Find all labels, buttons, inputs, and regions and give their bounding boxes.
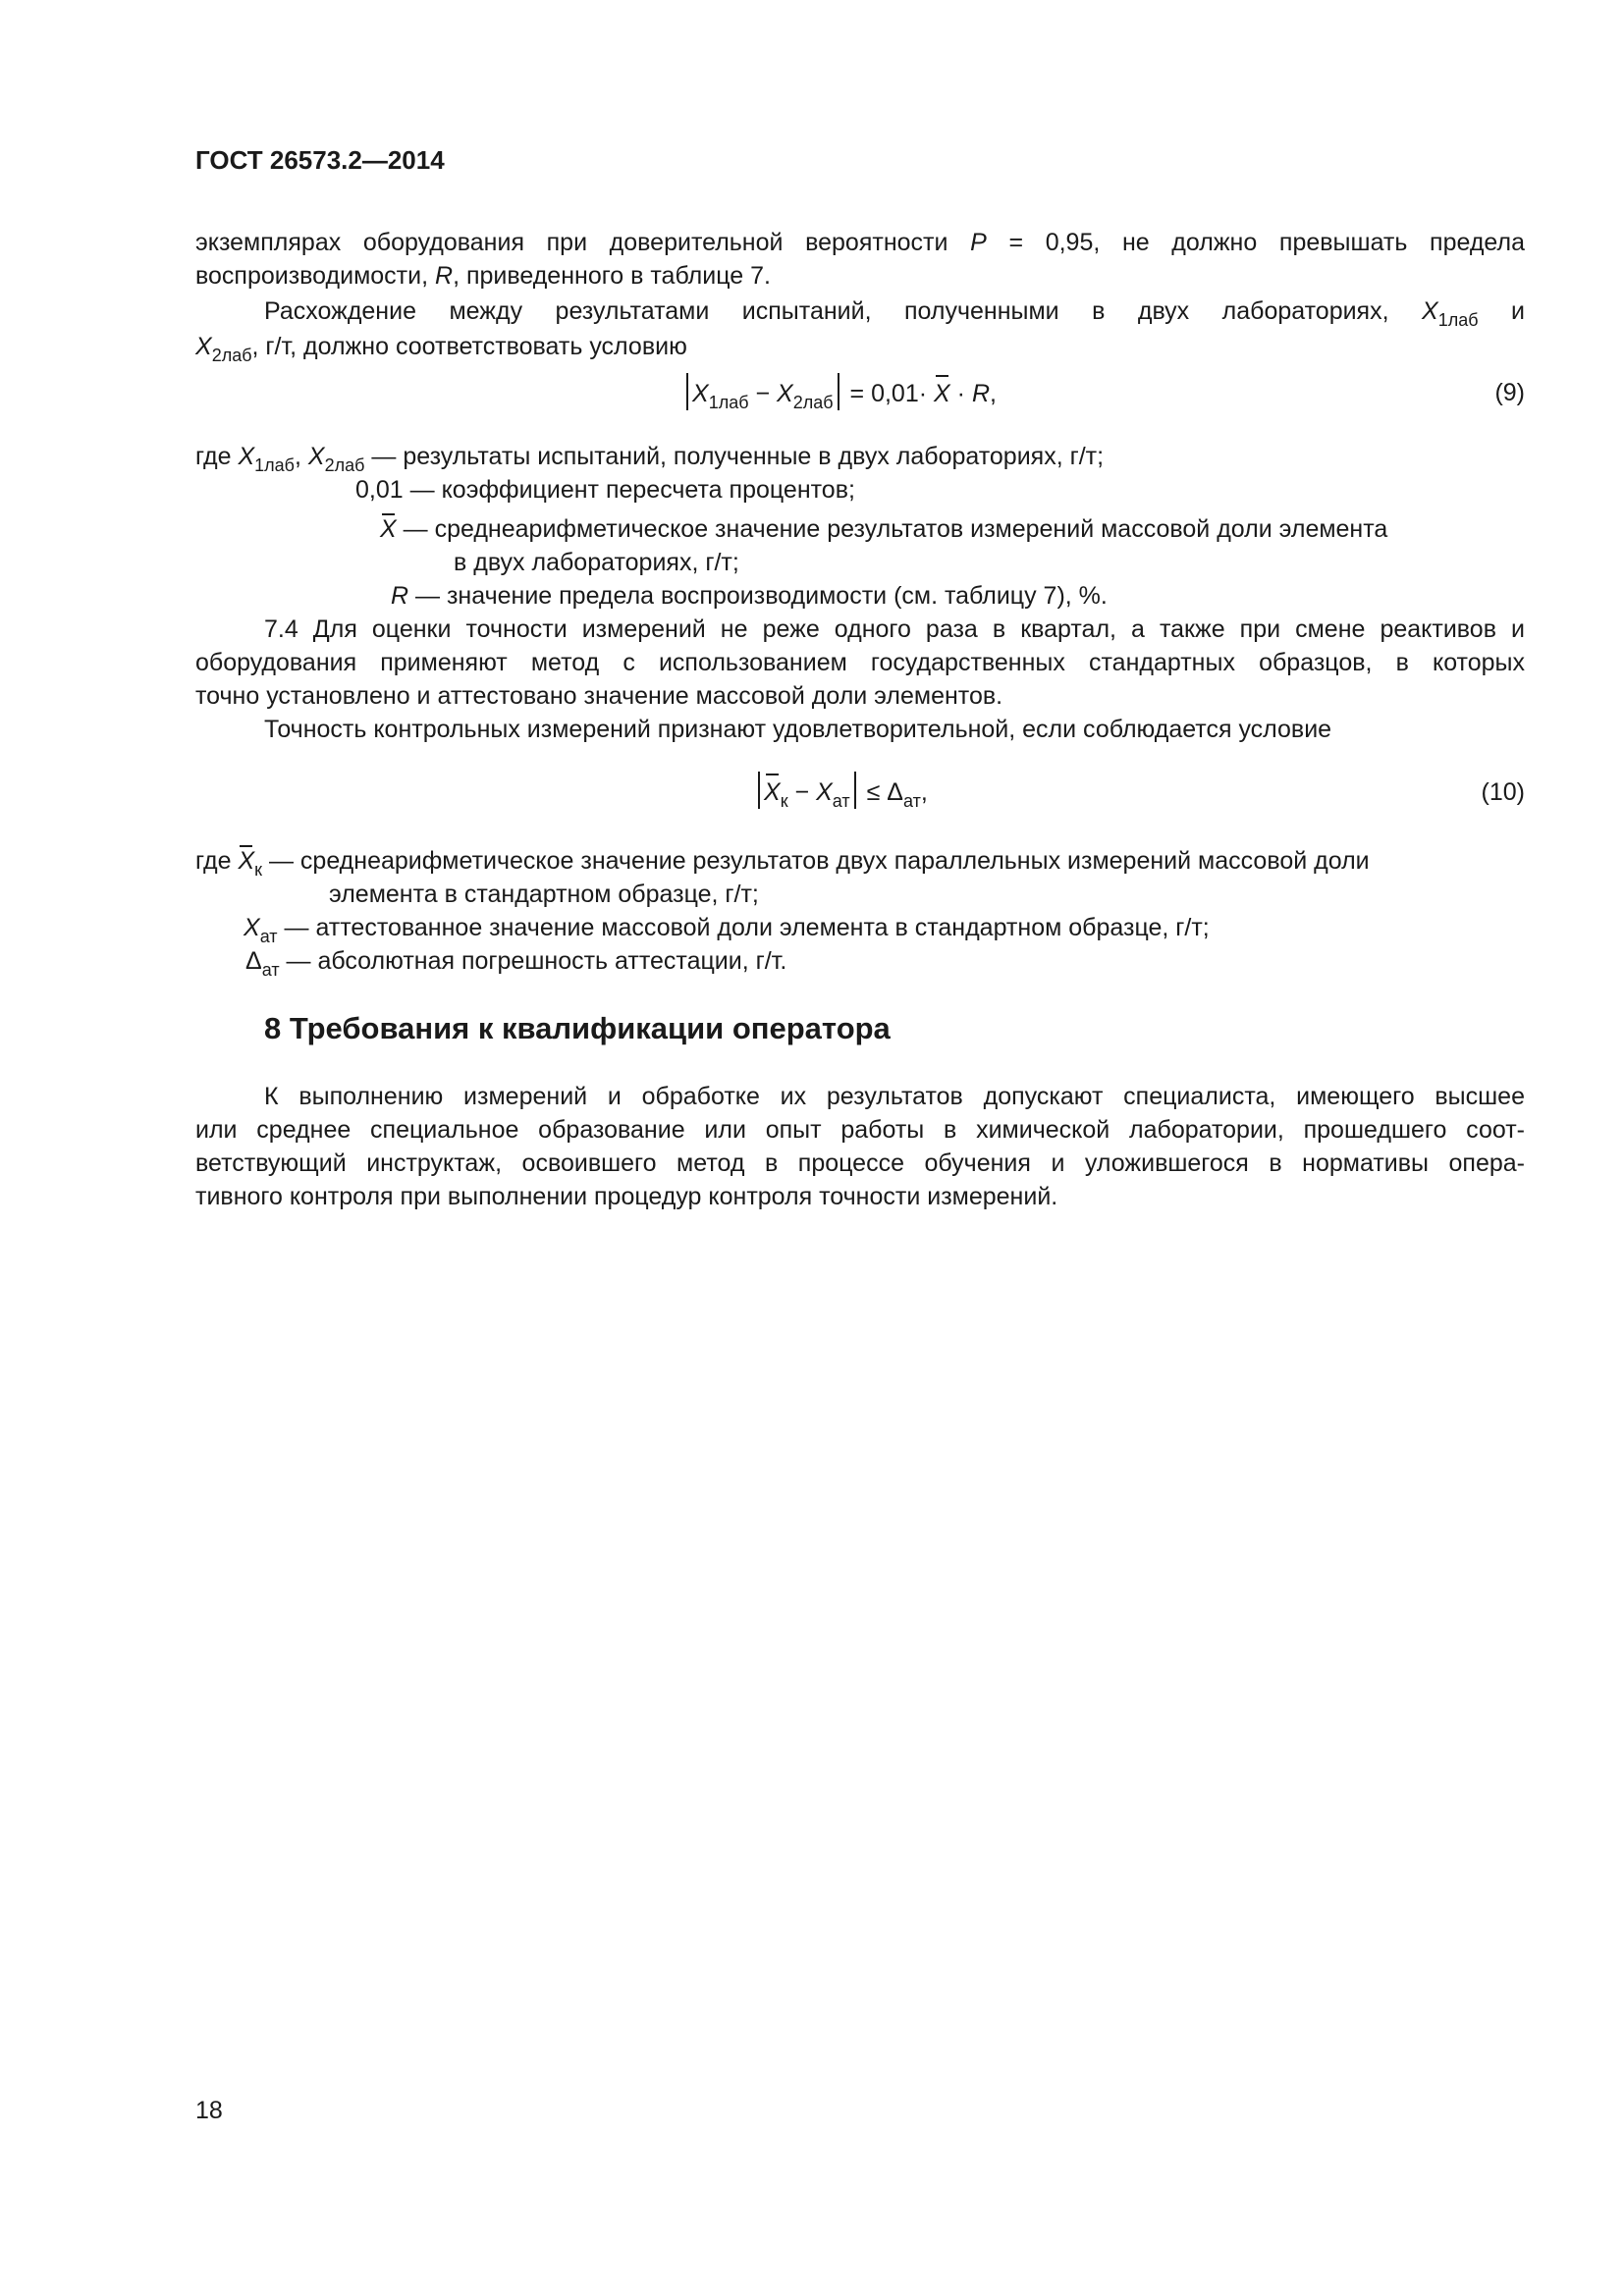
formula-10-number: (10) — [1481, 778, 1525, 806]
where-9-item-4: R — значение предела воспроизводимости (см. таблицу 7), %. — [391, 582, 1108, 610]
formula-9: $X_{1лаб} - X_{2лаб} = 0,01\cdot X \cdot R$, — [682, 373, 997, 413]
paragraph-7-4-line-2: оборудования применяют метод с использованием государственных стандартных образцов, в которых — [195, 649, 1525, 676]
section-8-heading: 8 Требования к квалификации оператора — [264, 1011, 891, 1045]
where-9-item-3-cont: в двух лабораториях, г/т; — [454, 549, 739, 576]
where-10-item-2: $X_{ат}$ — аттестованное значение массовой доли элемента в стандартном образце, г/т; — [244, 914, 1210, 946]
section-8-line-1: К выполнению измерений и обработке их результатов допускают специалиста, имеющего высшее — [264, 1083, 1525, 1110]
section-8-line-2: или среднее специальное образование или опыт работы в химической лаборатории, прошедшего соот- — [195, 1116, 1525, 1144]
formula-10: $X_к - X_{ат} \le \Delta_{ат}$, — [754, 772, 928, 812]
section-8-line-4: тивного контроля при выполнении процедур контроля точности измерений. — [195, 1183, 1058, 1210]
where-10-item-3: $\Delta_{ат}$ — абсолютная погрешность аттестации, г/т. — [245, 947, 787, 980]
var-P: P — [970, 229, 987, 256]
formula-9-number: (9) — [1494, 379, 1525, 406]
where-9-item-1: где $X_{1лаб}$, $X_{2лаб}$ — результаты испытаний, полученные в двух лабораториях, г/т; — [195, 443, 1105, 475]
section-8-line-3: ветствующий инструктаж, освоившего метод в процессе обучения и уложившегося в нормативы опера- — [195, 1149, 1525, 1177]
where-10-item-1-cont: элемента в стандартном образце, г/т; — [329, 881, 759, 908]
paragraph-1-line-2: воспроизводимости, R, приведенного в таблице 7. — [195, 262, 771, 290]
page-number: 18 — [195, 2097, 223, 2124]
var-R: R — [435, 262, 454, 290]
document-code: ГОСТ 26573.2—2014 — [195, 145, 445, 175]
where-9-item-2: 0,01 — коэффициент пересчета процентов; — [355, 476, 855, 504]
paragraph-1-line-1: экземплярах оборудования при доверительной вероятности P = 0,95, не должно превышать предела — [195, 229, 1525, 256]
paragraph-2-line-1: Расхождение между результатами испытаний, полученными в двух лабораториях, $X_{1лаб}$ и — [264, 297, 1525, 330]
paragraph-2-line-2: $X_{2лаб}$, г/т, должно соответствовать условию — [195, 333, 687, 365]
paragraph-7-4-line-1: 7.4 Для оценки точности измерений не реже одного раза в квартал, а также при смене реактивов и — [264, 615, 1525, 643]
where-10-item-1: где $X_к$ — среднеарифметическое значение результатов двух параллельных измерений массовой доли — [195, 844, 1370, 878]
where-9-item-3: X — среднеарифметическое значение результатов измерений массовой доли элемента — [380, 512, 1387, 546]
paragraph-7-4-line-3: точно установлено и аттестовано значение массовой доли элементов. — [195, 682, 1003, 710]
paragraph-4: Точность контрольных измерений признают удовлетворительной, если соблюдается условие — [264, 716, 1332, 743]
